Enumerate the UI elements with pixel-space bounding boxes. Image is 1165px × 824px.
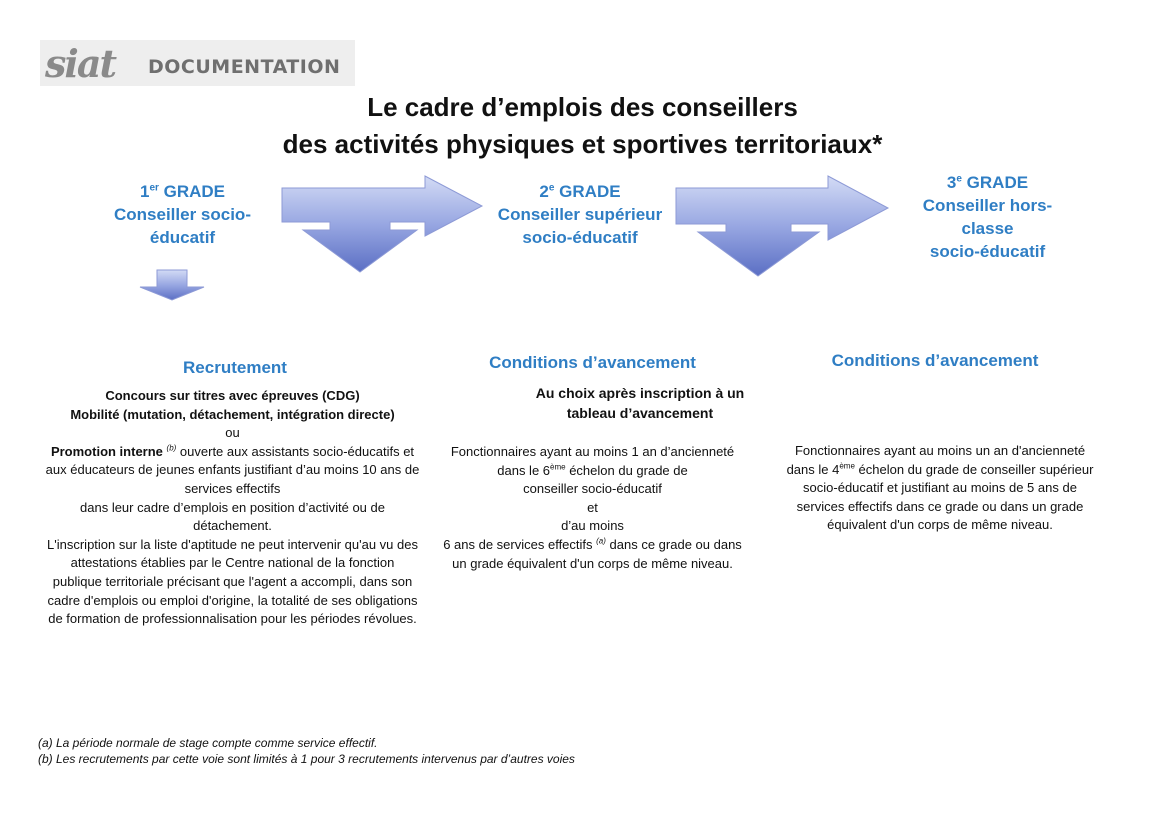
avancement-heading-grade3: Conditions d’avancement [831, 351, 1039, 370]
recrutement-heading: Recrutement [183, 358, 287, 377]
page-title-line2: des activités physiques et sportives territoriaux* [282, 129, 883, 159]
avancement-text-grade2: Fonctionnaires ayant au moins 1 an d’ancienneté dans le 6ème échelon du grade de conseiller socio-éducatif et d’au moins 6 ans de services effectifs $^{(a)}$ dans ce grade ou dans un grade équivalent d'un corps de même niveau. [443, 444, 742, 571]
grade-3: 3e GRADE Conseiller hors- classe socio-éducatif [922, 173, 1053, 261]
grade-2: 2e GRADE Conseiller supérieur socio-éducatif [497, 182, 663, 247]
avancement-heading-grade2: Conditions d’avancement [489, 353, 696, 372]
page-title-line1: Le cadre d’emplois des conseillers [367, 92, 798, 122]
avancement-text-grade3: Fonctionnaires ayant au moins un an d'ancienneté dans le 4ème échelon du grade de conseiller supérieur socio-éducatif et justifiant au moins de 5 ans de services effectifs dans ce grade ou dans un grade équivalent d'un corps de même niveau. [786, 443, 1094, 533]
footnote-b: (b) Les recrutements par cette voie sont limités à 1 pour 3 recrutements intervenus par d’autres voies [38, 752, 575, 766]
bent-arrow-icon-2 [676, 176, 891, 281]
bent-arrow-icon-1 [282, 176, 487, 276]
recrutement-text: Concours sur titres avec épreuves (CDG) Mobilité (mutation, détachement, intégration directe) ou Promotion interne $^{(b)}$ ouverte aux assistants socio-éducatifs et aux éducateurs de jeunes enfants justifiant d’au moins 10 ans de services effectifs dans leur cadre d’emplois en position d’activité ou de détachement. L'inscription sur la liste d'aptitude ne peut intervenir qu'au vu des attestations établies par le Centre national de la fonction publique territoriale précisant que l'agent a accompli, dans son cadre d'emplois ou emploi d'origine, la totalité de ses obligations de formation de professionnalisation pour les périodes révolues. [45, 388, 420, 627]
down-arrow-icon [140, 270, 206, 302]
logo-mark: siat [45, 41, 116, 86]
grade-1: 1er GRADE Conseiller socio- éducatif [114, 182, 251, 247]
avancement-mode: Au choix après inscription à un tableau d’avancement [535, 385, 745, 421]
footnote-a: (a) La période normale de stage compte comme service effectif. [38, 736, 378, 750]
logo-text: DOCUMENTATION [148, 56, 341, 78]
